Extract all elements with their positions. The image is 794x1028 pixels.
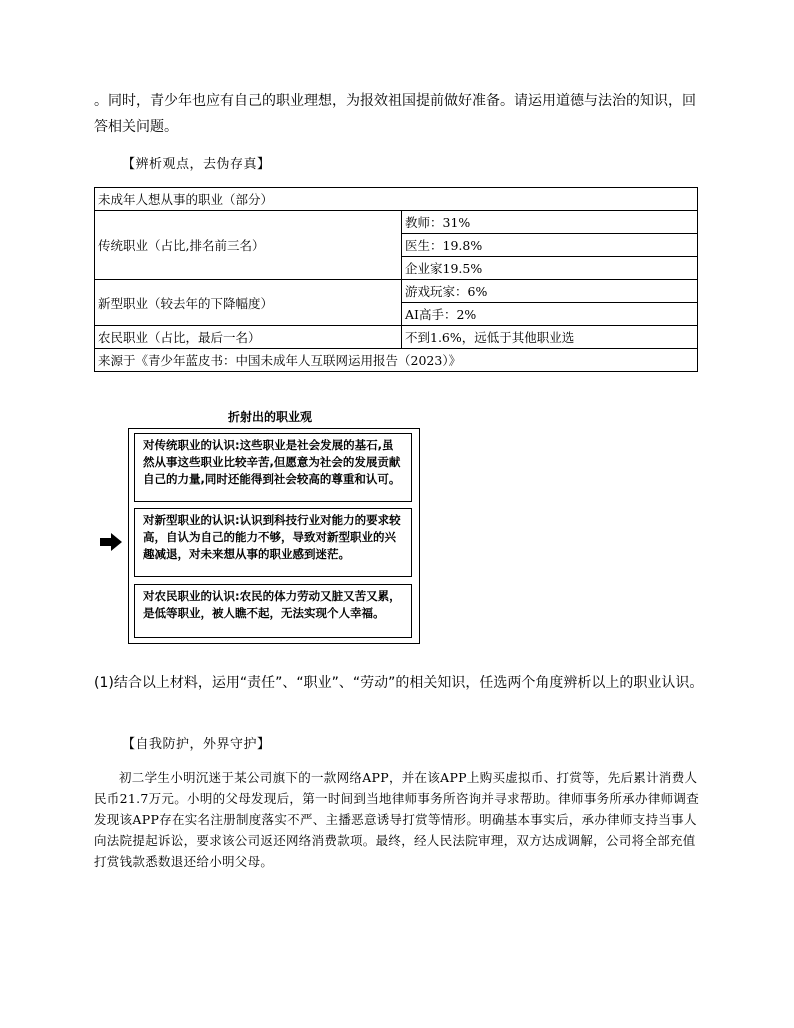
right-arrow-icon bbox=[100, 533, 122, 551]
source-cell: 来源于《青少年蓝皮书：中国未成年人互联网运用报告（2023）》 bbox=[95, 349, 698, 372]
section-title-analysis: 【辨析观点，去伪存真】 bbox=[122, 157, 271, 172]
farmer-view-box: 对农民职业的认识:农民的体力劳动又脏又苦又累，是低等职业，被人瞧不起，无法实现个人幸福。 bbox=[134, 584, 412, 638]
table-row bbox=[95, 349, 698, 372]
traditional-item-cell: 企业家19.5% bbox=[402, 257, 698, 280]
table-row bbox=[95, 326, 698, 349]
farmer-label-cell: 农民职业（占比，最后一名） bbox=[95, 326, 402, 349]
figure-title: 折射出的职业观 bbox=[228, 410, 313, 424]
traditional-item-cell: 医生：19.8% bbox=[402, 234, 698, 257]
new-label-cell: 新型职业（较去年的下降幅度） bbox=[95, 280, 402, 326]
traditional-view-box: 对传统职业的认识:这些职业是社会发展的基石,虽然从事这些职业比较辛苦,但愿意为社会的发展贡献自己的力量,同时还能得到社会较高的尊重和认可。 bbox=[134, 433, 412, 502]
new-item-cell: AI高手：2% bbox=[402, 303, 698, 326]
intro-paragraph: 。同时，青少年也应有自己的职业理想，为报效祖国提前做好准备。请运用道德与法治的知识，回答相关问题。 bbox=[94, 93, 696, 135]
new-view-box: 对新型职业的认识:认识到科技行业对能力的要求较高，自认为自己的能力不够，导致对新型职业的兴趣减退，对未来想从事的职业感到迷茫。 bbox=[134, 508, 412, 577]
farmer-value-cell: 不到1.6%，远低于其他职业选 bbox=[402, 326, 698, 349]
career-table bbox=[94, 187, 698, 372]
traditional-item-cell: 教师：31% bbox=[402, 211, 698, 234]
table-row bbox=[95, 211, 698, 234]
case-paragraph: 初二学生小明沉迷于某公司旗下的一款网络APP，并在该APP上购买虚拟币、打赏等，先后累计消费人民币21.7万元。小明的父母发现后，第一时间到当地律师事务所咨询并寻求帮助。律师事务所承办律师调查发现该APP存在实名注册制度落实不严、主播恶意诱导打赏等情形。明确基本事实后，承办律师支持当事人向法院提起诉讼，要求该公司返还网络消费款项。最终，经人民法院审理，双方达成调解，公司将全部充值打赏钱款悉数退还给小明父母。 bbox=[94, 770, 700, 869]
table-header-cell: 未成年人想从事的职业（部分） bbox=[95, 188, 698, 211]
new-item-cell: 游戏玩家：6% bbox=[402, 280, 698, 303]
section-title-protection: 【自我防护，外界守护】 bbox=[122, 737, 271, 752]
traditional-label-cell: 传统职业（占比,排名前三名） bbox=[95, 211, 402, 280]
table-row bbox=[95, 280, 698, 303]
table-row bbox=[95, 188, 698, 211]
question-1: (1)结合以上材料，运用“责任”、“职业”、“劳动”的相关知识，任选两个角度辨析以上的职业认识。 bbox=[94, 675, 704, 691]
